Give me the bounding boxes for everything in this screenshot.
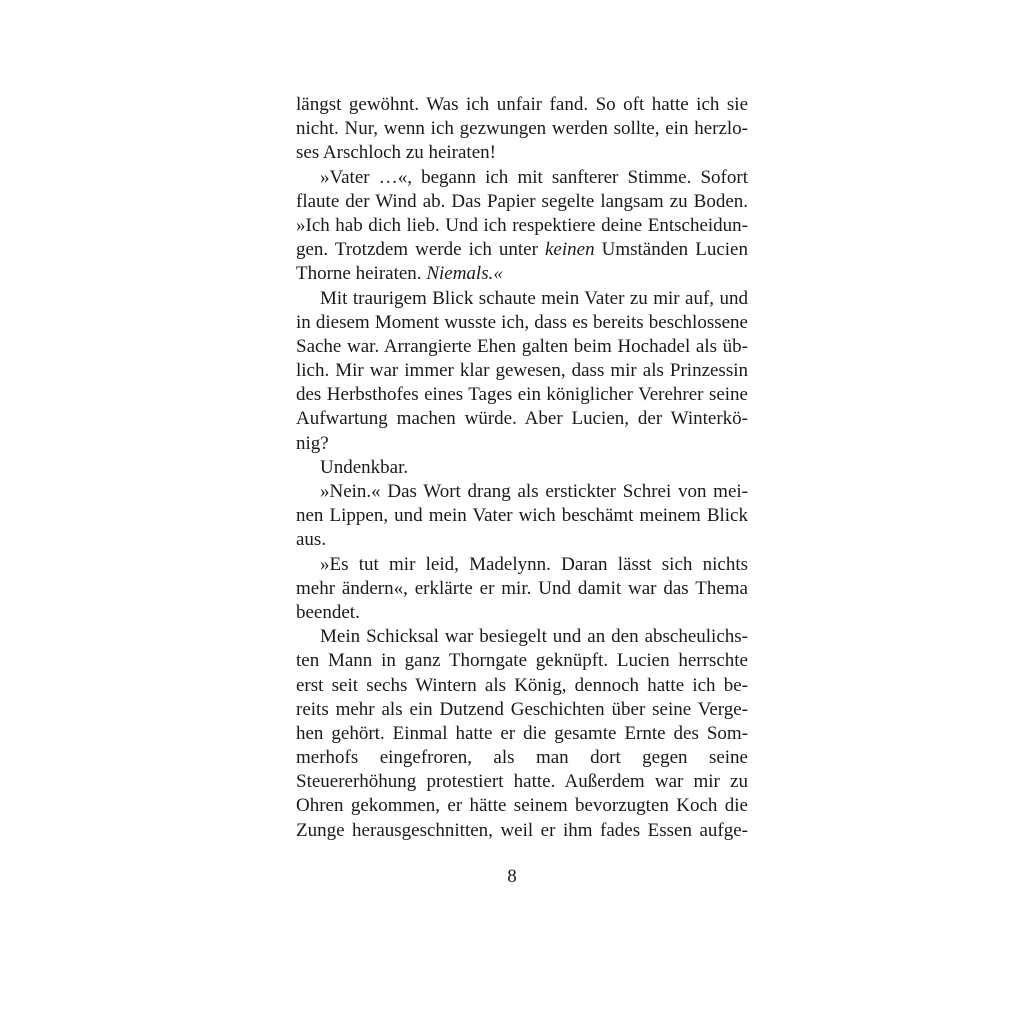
text-line: »Vater …«, begann ich mit sanfterer Stimme. Sofort <box>320 166 748 188</box>
text-line: hen gehört. Einmal hatte er die gesamte Ernte des Som- <box>296 722 748 744</box>
text-line: nicht. Nur, wenn ich gezwungen werden sollte, ein herzlo- <box>296 118 748 140</box>
text-line: Mein Schicksal war besiegelt und an den abscheulichs- <box>320 626 748 648</box>
text-run: Umständen Lucien <box>594 239 748 261</box>
text-run: Thorne heiraten. <box>296 263 427 285</box>
text-line: »Es tut mir leid, Madelynn. Daran lässt sich nichts <box>320 553 748 575</box>
text-line: ten Mann in ganz Thorngate geknüpft. Lucien herrschte <box>296 650 748 672</box>
text-line: in diesem Moment wusste ich, dass es bereits beschlossene <box>296 311 748 333</box>
text-line <box>296 238 748 262</box>
text-line: Ohren gekommen, er hätte seinem bevorzugten Koch die <box>296 795 748 817</box>
text-line: merhofs eingefroren, als man dort gegen seine <box>296 747 748 769</box>
text-line: »Nein.« Das Wort drang als erstickter Schrei von mei- <box>320 481 748 502</box>
text-line: Zunge herausgeschnitten, weil er ihm fades Essen aufge- <box>296 819 748 841</box>
text-line: mehr ändern«, erklärte er mir. Und damit war das Thema <box>296 577 748 599</box>
text-line: »Ich hab dich lieb. Und ich respektiere deine Entscheidun- <box>296 214 748 236</box>
body-text <box>296 93 748 843</box>
text-line: Mit traurigem Blick schaute mein Vater zu mir auf, und <box>320 287 748 309</box>
text-line: nig? <box>296 432 329 454</box>
text-line: lich. Mir war immer klar gewesen, dass mir als Prinzessin <box>296 360 748 382</box>
text-line: aus. <box>296 529 327 551</box>
text-line <box>296 262 748 286</box>
text-line: reits mehr als ein Dutzend Geschichten über seine Verge- <box>296 698 748 720</box>
text-line: längst gewöhnt. Was ich unfair fand. So oft hatte ich sie <box>296 94 748 115</box>
text-line: Sache war. Arrangierte Ehen galten beim Hochadel als üb- <box>296 335 748 357</box>
text-line: des Herbsthofes eines Tages ein königlicher Verehrer seine <box>296 384 748 406</box>
text-line: Steuererhöhung protestiert hatte. Außerdem war mir zu <box>296 771 748 793</box>
text-run: gen. Trotzdem werde ich unter <box>296 239 545 261</box>
italic-text: Niemals.« <box>426 263 503 285</box>
page-number: 8 <box>507 866 517 887</box>
text-line: flaute der Wind ab. Das Papier segelte langsam zu Boden. <box>296 190 748 212</box>
text-line: erst seit sechs Wintern als König, dennoch hatte ich be- <box>296 674 748 696</box>
text-line: Aufwartung machen würde. Aber Lucien, der Winterkö- <box>296 408 748 430</box>
italic-text: keinen <box>545 239 595 261</box>
text-line: beendet. <box>296 601 360 623</box>
text-line: ses Arschloch zu heiraten! <box>296 142 496 164</box>
text-line: Undenkbar. <box>320 456 409 478</box>
text-line: nen Lippen, und mein Vater wich beschämt meinem Blick <box>296 505 748 527</box>
